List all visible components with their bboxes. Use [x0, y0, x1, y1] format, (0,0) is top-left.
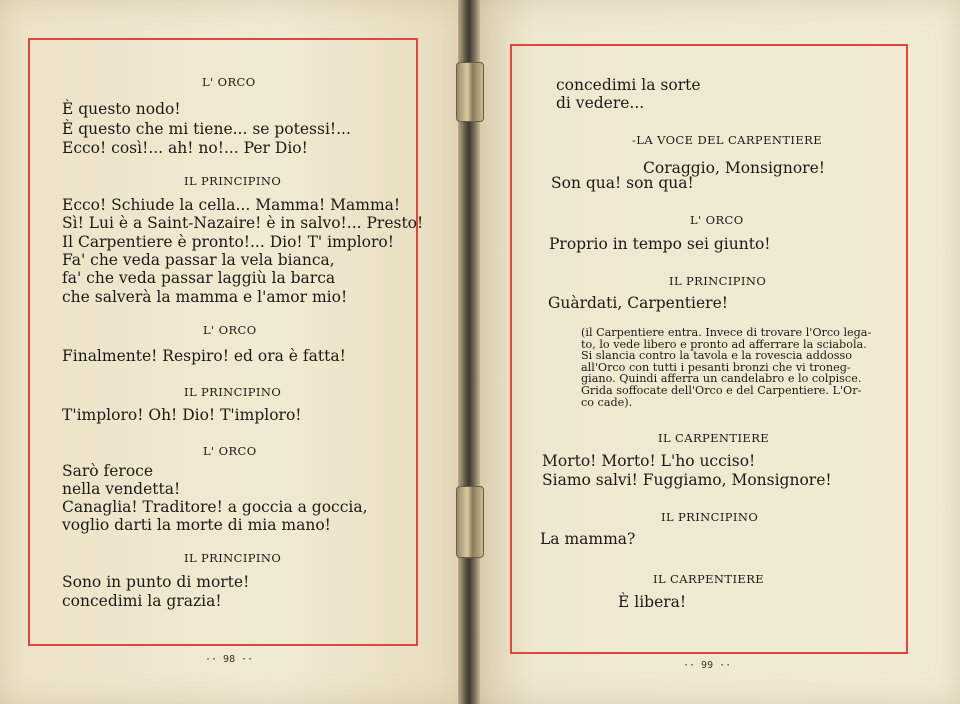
speaker-label: IL PRINCIPINO — [184, 174, 282, 188]
verse-line: Son qua! son qua! — [551, 174, 694, 192]
verse-line: La mamma? — [540, 530, 636, 548]
speaker-label: L' ORCO — [203, 323, 257, 337]
verse-line: fa' che veda passar laggiù la barca — [62, 269, 336, 287]
page-number: ·· 98 ·· — [205, 654, 254, 665]
verse-line: nella vendetta! — [62, 480, 181, 498]
verse-line: È questo nodo! — [62, 100, 181, 118]
speaker-label: IL CARPENTIERE — [653, 572, 765, 586]
verse-line: Ecco! Schiude la cella... Mamma! Mamma! — [62, 196, 401, 214]
verse-line: Canaglia! Traditore! a goccia a goccia, — [62, 498, 368, 516]
speaker-label: IL PRINCIPINO — [661, 510, 759, 524]
speaker-label: IL PRINCIPINO — [184, 551, 282, 565]
speaker-label: IL PRINCIPINO — [184, 385, 282, 399]
verse-line: Sono in punto di morte! — [62, 573, 250, 591]
verse-line: Il Carpentiere è pronto!... Dio! T' imploro! — [62, 233, 394, 251]
verse-line: concedimi la grazia! — [62, 592, 222, 610]
verse-line: Morto! Morto! L'ho ucciso! — [542, 452, 756, 470]
verse-line: Proprio in tempo sei giunto! — [549, 235, 771, 253]
verse-line: Ecco! così!... ah! no!... Per Dio! — [62, 139, 308, 157]
verse-line: Guàrdati, Carpentiere! — [548, 294, 728, 312]
verse-line: Sarò feroce — [62, 462, 154, 480]
verse-line: che salverà la mamma e l'amor mio! — [62, 288, 348, 306]
verse-line: di vedere... — [556, 94, 645, 112]
stage-line: Si slancia contro la tavola e la rovescia addosso — [581, 349, 852, 363]
stage-direction — [581, 327, 881, 408]
speaker-label: -LA VOCE DEL CARPENTIERE — [632, 133, 822, 147]
verse-line: È questo che mi tiene... se potessi!... — [62, 120, 351, 138]
stage-line: all'Orco con tutti i pesanti bronzi che vi troneg- — [581, 360, 851, 374]
stage-line: giano. Quindi afferra un candelabro e lo colpisce. — [581, 372, 862, 386]
verse-line: T'imploro! Oh! Dio! T'imploro! — [62, 406, 302, 424]
staple-top — [456, 62, 484, 122]
speaker-label: IL PRINCIPINO — [669, 274, 767, 288]
stage-line: Grida soffocate dell'Orco e del Carpentiere. L'Or- — [581, 383, 862, 397]
speaker-label: L' ORCO — [203, 444, 257, 458]
stage-line: (il Carpentiere entra. Invece di trovare l'Orco lega- — [581, 326, 872, 339]
verse-line: Fa' che veda passar la vela bianca, — [62, 251, 335, 269]
verse-line: voglio darti la morte di mia mano! — [62, 516, 331, 534]
verse-line: È libera! — [618, 593, 687, 611]
verse-line: Siamo salvi! Fuggiamo, Monsignore! — [542, 471, 832, 489]
speaker-label: L' ORCO — [690, 213, 744, 227]
verse-line: Sì! Lui è a Saint-Nazaire! è in salvo!... Presto! — [62, 214, 424, 232]
speaker-label: L' ORCO — [202, 75, 256, 89]
staple-bottom — [456, 486, 484, 558]
stage-line: to, lo vede libero e pronto ad afferrare la sciabola. — [581, 337, 867, 351]
speaker-label: IL CARPENTIERE — [658, 431, 770, 445]
stage-line: co cade). — [581, 395, 633, 409]
verse-line: Coraggio, Monsignore! — [643, 159, 825, 177]
verse-line: concedimi la sorte — [556, 76, 701, 94]
page-number: ·· 99 ·· — [683, 660, 732, 671]
verse-line: Finalmente! Respiro! ed ora è fatta! — [62, 347, 346, 365]
